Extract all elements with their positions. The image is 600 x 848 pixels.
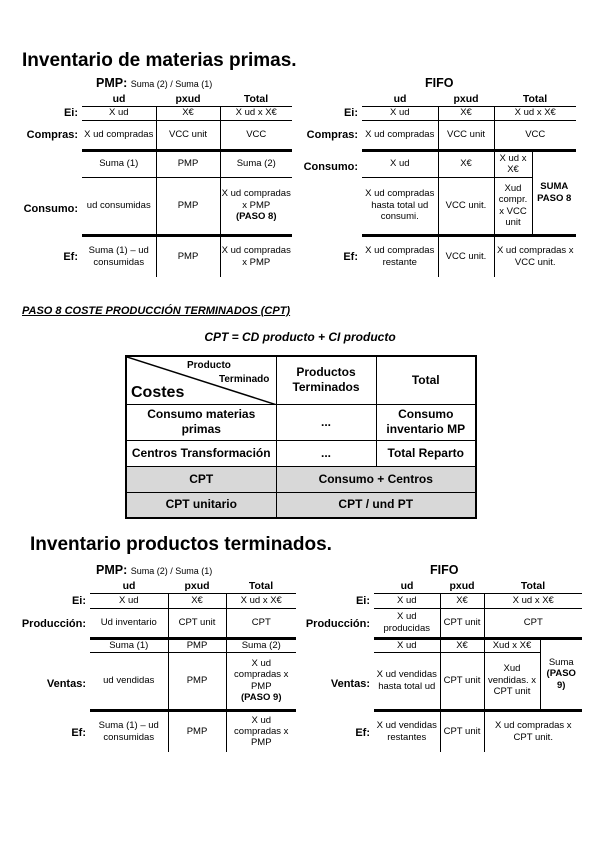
col-pxud: pxud [168,580,226,593]
label-ventas: Ventas: [46,678,86,690]
section1-title: Inventario de materias primas. [22,50,297,71]
cell: X ud compradas x PMP [234,657,289,692]
cell: PMP [168,652,226,710]
cell: X ud [374,593,440,608]
cell: X ud compradas [84,128,154,140]
cell: Suma (1) [82,150,156,177]
corner-mid: Terminado [219,374,270,385]
cell: X ud x X€ [226,593,296,608]
cell: X€ [440,593,484,608]
col-ud: ud [362,92,438,106]
corner-main: Costes [131,384,185,401]
label-consumo: Consumo: [23,203,78,215]
cell: CPT unit [440,652,484,710]
fifo-mp-table [362,92,576,277]
cell: Ud inventario [100,616,157,628]
col-ud: ud [374,580,440,593]
cell: VCC unit [438,120,494,150]
cell: X ud vendidas restantes [374,710,440,752]
col-total: Total [494,92,576,106]
cell: X€ [438,150,494,177]
cell: X ud [90,593,168,608]
label-ef: Ef: [63,251,78,263]
cptu-value: CPT / und PT [276,492,476,518]
row-consumo: Consumo materias primas [126,404,276,440]
cell: CPT [226,608,296,638]
section3-title: Inventario productos terminados. [30,534,332,555]
label-ei: Ei: [71,595,86,607]
label-ef: Ef: [71,727,86,739]
cell: CPT unit [440,710,484,752]
col-total: Total [226,580,296,593]
corner-cell [126,356,276,404]
cell: Xud x X€ [484,638,540,652]
col-ud: ud [82,92,156,106]
col-pxud: pxud [438,92,494,106]
cpt-formula: CPT = CD producto + CI producto [204,330,396,344]
label-produccion: Producción: [305,618,370,630]
cell: X ud compradas restante [362,235,438,277]
paso8-title: PASO 8 COSTE PRODUCCIÓN TERMINADOS (CPT) [22,305,291,317]
label-ei: Ei: [343,107,358,119]
fifo-heading: FIFO [430,563,459,577]
cell: X ud vendidas hasta total ud [374,652,440,710]
suma-paso-8: SUMA PASO 8 [532,150,576,235]
cell: Consumo inventario MP [376,404,476,440]
cell: X€ [438,106,494,120]
cell: CPT [484,608,582,638]
cell: Suma (2) [226,638,296,652]
pmp-heading: PMP: Suma (2) / Suma (1) [96,563,213,577]
cell: X ud [362,150,438,177]
cell: X ud producidas [383,611,430,634]
cell: PMP [168,638,226,652]
cell: PMP [156,177,220,235]
cell: ud consumidas [82,177,156,235]
col-pxud: pxud [440,580,484,593]
cell: Suma (1) – ud consumidas [90,710,168,752]
label-ef: Ef: [343,251,358,263]
cell: X ud [362,106,438,120]
fifo-heading: FIFO [425,76,454,90]
cell: Xud vendidas. x CPT unit [484,652,540,710]
cell: X ud compradas x VCC unit. [494,235,576,277]
cpt-value: Consumo + Centros [276,466,476,492]
col-pxud: pxud [156,92,220,106]
fifo-pt-table [374,580,582,752]
cell: CPT unit [440,608,484,638]
cell: X ud x X€ [220,106,292,120]
cell: Suma (1) [90,638,168,652]
label-ei: Ei: [355,595,370,607]
cell: CPT unit [168,608,226,638]
label-consumo: Consumo: [303,161,358,173]
cell: X ud x X€ [494,106,576,120]
label-ef: Ef: [355,727,370,739]
col-productos: Productos Terminados [276,356,376,404]
cell: PMP [168,710,226,752]
col-total: Total [484,580,582,593]
pmp-pt-table [90,580,296,752]
cell: Suma (2) [220,150,292,177]
cell: X ud compradas [365,128,435,140]
label-compras: Compras: [26,129,78,141]
cell: ud vendidas [90,652,168,710]
cell: PMP [156,235,220,277]
cell: X ud compradas x PMP [221,188,291,211]
cell: X€ [440,638,484,652]
row-centros: Centros Transformación [126,440,276,466]
paso-note: (PASO 9) [241,691,282,703]
paso-note: (PASO 8) [236,211,277,223]
cell: X ud compradas x PMP [220,235,292,277]
row-cpt-unitario: CPT unitario [126,492,276,518]
cell: X ud [82,106,156,120]
label-produccion: Producción: [21,618,86,630]
cpt-table [125,355,477,519]
suma-paso-9 [540,638,582,710]
col-ud: ud [90,580,168,593]
cell: Total Reparto [376,440,476,466]
cell: VCC [494,120,576,150]
cell: X ud compradas x CPT unit. [484,710,582,752]
corner-top: Producto [187,360,231,371]
cell: X ud compradas hasta total ud consumi. [362,177,438,235]
cell: X ud compradas x PMP [226,710,296,752]
label-ventas: Ventas: [330,678,370,690]
cell: VCC unit. [438,235,494,277]
cell: Suma (1) – ud consumidas [82,235,156,277]
suma-label: Suma [548,656,574,668]
cell: X ud x X€ [494,150,532,177]
cell: VCC unit [156,120,220,150]
cell: VCC unit. [438,177,494,235]
cell: X ud [374,638,440,652]
cell: ... [276,440,376,466]
row-cpt: CPT [126,466,276,492]
col-total: Total [220,92,292,106]
cell: ... [276,404,376,440]
col-total: Total [376,356,476,404]
paso-note: (PASO 9) [546,668,576,691]
cell: PMP [156,150,220,177]
label-compras: Compras: [306,129,358,141]
cell: VCC [220,120,292,150]
label-ei: Ei: [63,107,78,119]
cell: Xud compr. x VCC unit [494,177,532,235]
pmp-mp-table [82,92,292,277]
cell: X ud x X€ [484,593,582,608]
cell: X€ [156,106,220,120]
pmp-heading: PMP: Suma (2) / Suma (1) [96,76,213,90]
cell: X€ [168,593,226,608]
